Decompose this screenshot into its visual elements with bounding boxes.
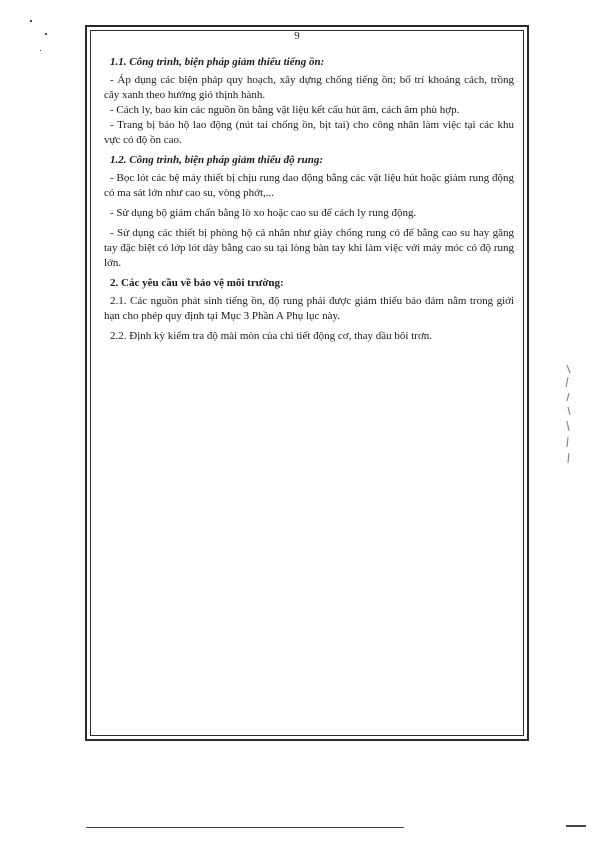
section-heading-requirements: 2. Các yêu cầu về bảo vệ môi trường: [110,277,284,289]
paragraph: - Cách ly, bao kín các nguồn ồn bằng vật liệu kết cấu hút âm, cách âm phù hợp. [110,104,460,116]
paragraph: - Sử dụng các thiết bị phòng hộ cá nhân như giày chống rung có đế bằng cao su hay găng tay đặc biệt có lớp lót dày bằng cao su tại lòng bàn tay khi làm việc với máy móc có độ rung lớn. [104,227,514,269]
scan-line-bottom [86,827,404,828]
paragraph: - Áp dụng các biện pháp quy hoạch, xây dựng chống tiếng ồn; bố trí khoảng cách, trồng cây xanh theo hướng gió thịnh hành. [104,74,514,101]
scan-dot [30,20,32,22]
scan-line-bottom-right [566,825,586,827]
paragraph: 2.2. Định kỳ kiểm tra độ mài mòn của chi tiết động cơ, thay dầu bôi trơn. [110,330,433,342]
page-number: 9 [294,30,300,42]
section-heading-noise: 1.1. Công trình, biện pháp giảm thiểu tiếng ồn: [110,56,325,68]
paragraph: 2.1. Các nguồn phát sinh tiếng ồn, độ rung phải được giảm thiểu bảo đảm nằm trong giới hạn cho phép quy định tại Mục 3 Phần A Phụ lục này. [104,295,514,322]
paragraph: - Sử dụng bộ giảm chấn bằng lò xo hoặc cao su để cách ly rung động. [110,207,417,219]
scan-dot [40,50,41,51]
paragraph: - Bọc lót các bệ máy thiết bị chịu rung dao động bằng các vật liệu hút hoặc giảm rung động có ma sát lớn như cao su, vòng phớt,... [104,172,514,199]
scan-dot [45,33,47,35]
document-body [104,55,514,344]
margin-handwriting-stamp [552,355,592,475]
paragraph: - Trang bị bảo hộ lao động (nút tai chống ồn, bịt tai) cho công nhân làm việc tại các khu vực có độ ồn cao. [104,119,514,146]
section-heading-vibration: 1.2. Công trình, biện pháp giảm thiểu độ rung: [110,154,324,166]
